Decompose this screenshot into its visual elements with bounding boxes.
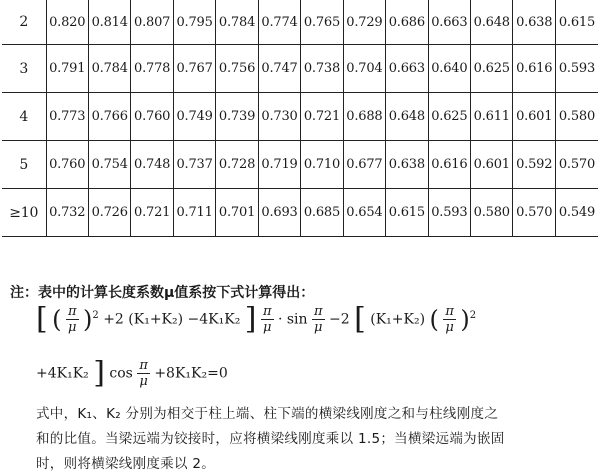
pi-over-mu-fraction: $\frac{\pi}{\mu}$	[262, 304, 272, 335]
table-cell: 0.791	[46, 45, 88, 93]
pi-over-mu-fraction: $\frac{\pi}{\mu}$	[139, 358, 148, 389]
table-cell: 0.616	[513, 45, 555, 93]
table-cell: 0.721	[301, 93, 343, 141]
table-cell: 0.638	[386, 141, 428, 189]
table-cell: 0.739	[216, 93, 258, 141]
k-sum-2: (K₁+K₂)	[370, 311, 426, 328]
minus-two: −2	[329, 311, 350, 328]
table-row	[2, 0, 598, 45]
row-header-k: 4	[2, 93, 46, 141]
pi-over-mu-fraction: $\frac{\pi}{\mu}$	[445, 304, 454, 335]
table-cell: 0.640	[428, 45, 470, 93]
table-cell: 0.570	[513, 189, 555, 237]
table-cell: 0.767	[173, 45, 215, 93]
table-cell: 0.747	[258, 45, 300, 93]
table-cell: 0.611	[471, 93, 513, 141]
note-heading: 注：表中的计算长度系数μ值系按下式计算得出：	[10, 285, 315, 301]
table-cell: 0.754	[88, 141, 130, 189]
cos: cos	[109, 365, 133, 382]
table-cell: 0.638	[513, 0, 555, 45]
explanation-line-3: 时，则将横梁线刚度乘以 2。	[36, 456, 216, 472]
explanation-line-2: 和的比值。当梁远端为铰接时，应将横梁线刚度乘以 1.5；当横梁远端为嵌固	[36, 431, 505, 447]
table-cell: 0.688	[343, 93, 385, 141]
table-cell: 0.820	[46, 0, 88, 45]
table-cell: 0.654	[343, 189, 385, 237]
table-row	[2, 45, 598, 93]
minus-four-k: −4K₁K₂	[187, 311, 241, 328]
table-cell: 0.625	[471, 45, 513, 93]
table-cell: 0.760	[46, 141, 88, 189]
table-cell: 0.728	[216, 141, 258, 189]
table-row	[2, 93, 598, 141]
table-cell: 0.686	[386, 0, 428, 45]
pi-over-mu-fraction: $\frac{\pi}{\mu}$	[68, 304, 77, 335]
formula-line-1: [ ( $\frac{\pi}{\mu}$ )$^2$ +2 (K₁+K₂) −4K₁K₂ ] $\frac{\pi}{\mu}$ · sin $\frac{\pi}{\mu}$ −2 [ (K₁+K₂) ( $\frac{\pi}{\mu}$ )$^2$	[36, 301, 477, 337]
table-cell: 0.784	[216, 0, 258, 45]
table-cell: 0.549	[555, 189, 598, 237]
table-cell: 0.730	[258, 93, 300, 141]
table-cell: 0.693	[258, 189, 300, 237]
plus-four-k: +4K₁K₂	[36, 365, 89, 382]
k-sum: (K₁+K₂)	[128, 311, 184, 328]
table-cell: 0.729	[343, 0, 385, 45]
table-cell: 0.726	[88, 189, 130, 237]
table-cell: 0.663	[428, 0, 470, 45]
explanation-line-1: 式中，K₁、K₂ 分别为相交于柱上端、柱下端的横梁线刚度之和与柱线刚度之	[36, 406, 499, 422]
row-header-k: ≥10	[2, 189, 46, 237]
table-cell: 0.773	[46, 93, 88, 141]
table-cell: 0.756	[216, 45, 258, 93]
plus-eight-k: +8K₁K₂=0	[154, 365, 228, 382]
table-cell: 0.774	[258, 0, 300, 45]
table-cell: 0.719	[258, 141, 300, 189]
table-cell: 0.721	[131, 189, 173, 237]
table-cell: 0.807	[131, 0, 173, 45]
table-cell: 0.648	[386, 93, 428, 141]
table-cell: 0.677	[343, 141, 385, 189]
table-cell: 0.749	[173, 93, 215, 141]
table-cell: 0.737	[173, 141, 215, 189]
table-cell: 0.601	[471, 141, 513, 189]
table-row	[2, 141, 598, 189]
table-body	[2, 0, 598, 237]
table-cell: 0.795	[173, 0, 215, 45]
table-cell: 0.710	[301, 141, 343, 189]
table-cell: 0.592	[513, 141, 555, 189]
table-cell: 0.580	[555, 93, 598, 141]
pi-over-mu-fraction: $\frac{\pi}{\mu}$	[314, 304, 323, 335]
table-cell: 0.685	[301, 189, 343, 237]
table-cell: 0.814	[88, 0, 130, 45]
table-cell: 0.648	[471, 0, 513, 45]
table-cell: 0.580	[471, 189, 513, 237]
table-cell: 0.760	[131, 93, 173, 141]
table-cell: 0.663	[386, 45, 428, 93]
table-cell: 0.601	[513, 93, 555, 141]
table-cell: 0.738	[301, 45, 343, 93]
table-cell: 0.593	[428, 189, 470, 237]
table-cell: 0.570	[555, 141, 598, 189]
table-cell: 0.732	[46, 189, 88, 237]
row-header-k: 2	[2, 0, 46, 45]
table-cell: 0.784	[88, 45, 130, 93]
coefficient-table	[2, 0, 598, 237]
table-row	[2, 189, 598, 237]
table-cell: 0.593	[555, 45, 598, 93]
table-cell: 0.616	[428, 141, 470, 189]
table-cell: 0.766	[88, 93, 130, 141]
row-header-k: 3	[2, 45, 46, 93]
table-cell: 0.615	[386, 189, 428, 237]
table-cell: 0.701	[216, 189, 258, 237]
formula-line-2: +4K₁K₂ ] cos $\frac{\pi}{\mu}$ +8K₁K₂=0	[36, 355, 228, 391]
left-bracket: [	[36, 301, 48, 337]
plus-two: +2	[103, 311, 124, 328]
table-cell: 0.711	[173, 189, 215, 237]
dot-sin: · sin	[277, 311, 308, 328]
table-cell: 0.778	[131, 45, 173, 93]
table-cell: 0.625	[428, 93, 470, 141]
table-cell: 0.765	[301, 0, 343, 45]
table-cell: 0.615	[555, 0, 598, 45]
table-cell: 0.704	[343, 45, 385, 93]
row-header-k: 5	[2, 141, 46, 189]
table-cell: 0.748	[131, 141, 173, 189]
